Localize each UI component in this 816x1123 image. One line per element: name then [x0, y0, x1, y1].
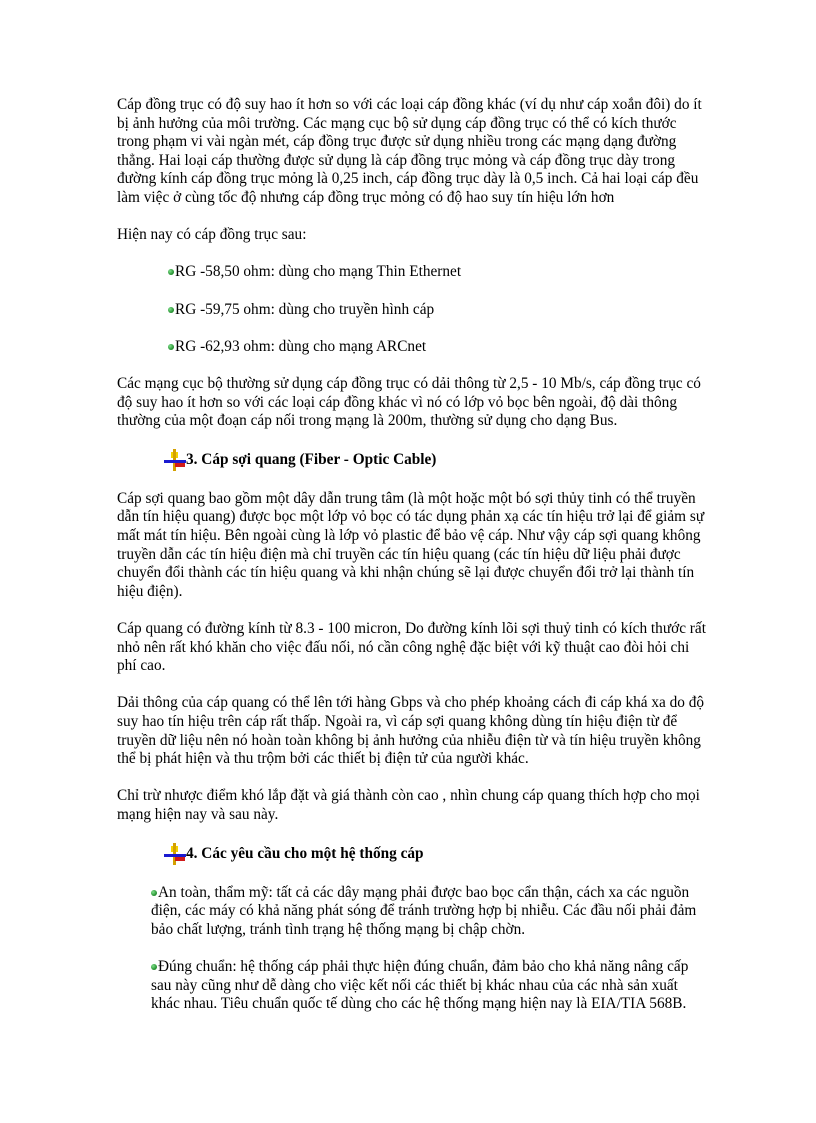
coax-list-item-text: RG -59,75 ohm: dùng cho truyền hình cáp	[175, 300, 435, 318]
coax-list-item	[168, 301, 709, 320]
cross-heading-icon	[164, 449, 186, 471]
coax-list-item-text: RG -62,93 ohm: dùng cho mạng ARCnet	[175, 337, 427, 355]
green-bullet-icon	[168, 307, 174, 313]
coax-types-lead: Hiện nay có cáp đồng trục sau:	[117, 226, 307, 244]
section-heading-text: 4. Các yêu cầu cho một hệ thống cáp	[186, 844, 424, 862]
requirement-item-safety	[151, 884, 709, 940]
fiber-bandwidth-paragraph: Dải thông của cáp quang có thể lên tới hàng Gbps và cho phép khoảng cách đi cáp khá xa do độ suy hao tín hiệu trên cáp rất thấp. Ngoài ra, vì cáp sợi quang không dùng tín hiệu điện từ để truyền dữ liệu nên nó hoàn toàn không bị ảnh hưởng của nhiễu điện từ và tín hiệu truyền không thể bị phát hiện và thu trộm bởi các thiết bị điện tử của người khác.	[117, 694, 705, 768]
cross-heading-icon	[164, 843, 186, 865]
requirement-text: Đúng chuẩn: hệ thống cáp phải thực hiện đúng chuẩn, đảm bảo cho khả năng nâng cấp sau này cũng như dễ dàng cho việc kết nối các thiết bị khác nhau của các nhà sản xuất khác nhau. Tiêu chuẩn quốc tế dùng cho các hệ thống mạng hiện nay là EIA/TIA 568B.	[151, 958, 689, 1013]
requirement-item-standard	[151, 958, 709, 1014]
requirement-text: An toàn, thẩm mỹ: tất cả các dây mạng phải được bao bọc cẩn thận, cách xa các nguồn điện, các máy có khả năng phát sóng để tránh trường hợp bị nhiễu. Các đầu nối phải đảm bảo chất lượng, tránh tình trạng hệ thống mạng bị chập chờn.	[151, 883, 697, 938]
coax-list-item	[168, 263, 709, 282]
green-bullet-icon	[168, 269, 174, 275]
fiber-conclusion-paragraph: Chỉ trừ nhược điểm khó lắp đặt và giá thành còn cao , nhìn chung cáp quang thích hợp cho mọi mạng hiện nay và sau này.	[117, 787, 700, 823]
green-bullet-icon	[151, 890, 157, 896]
green-bullet-icon	[168, 344, 174, 350]
coax-list-item-text: RG -58,50 ohm: dùng cho mạng Thin Ethernet	[175, 263, 462, 281]
section-heading-fiber	[164, 449, 709, 471]
coax-intro-paragraph: Cáp đồng trục có độ suy hao ít hơn so với các loại cáp đồng khác (ví dụ như cáp xoắn đôi) do ít bị ảnh hưởng của môi trường. Các mạng cục bộ sử dụng cáp đồng trục có thể có kích thước trong phạm vi vài ngàn mét, cáp đồng trục được sử dụng nhiều trong các mạng dạng đường thẳng. Hai loại cáp thường được sử dụng là cáp đồng trục mỏng và cáp đồng trục dày trong đường kính cáp đồng trục mỏng là 0,25 inch, cáp đồng trục dày là 0,5 inch. Cả hai loại cáp đều làm việc ở cùng tốc độ nhưng cáp đồng trục mỏng có độ hao suy tín hiệu lớn hơn	[117, 96, 702, 206]
section-heading-requirements	[164, 843, 709, 865]
fiber-structure-paragraph: Cáp sợi quang bao gồm một dây dẫn trung tâm (là một hoặc một bó sợi thủy tinh có thể truyền dẫn tín hiệu quang) được bọc một lớp vỏ bọc có tác dụng phản xạ các tín hiệu trở lại để giảm sự mất mát tín hiệu. Bên ngoài cùng là lớp vỏ plastic để bảo vệ cáp. Như vậy cáp sợi quang không truyền dẫn các tín hiệu điện mà chỉ truyền các tín hiệu quang (các tín hiệu dữ liệu phải được chuyển đổi thành các tín hiệu quang và khi nhận chúng sẽ lại được chuyển đổi trở lại thành tín hiệu điện).	[117, 489, 705, 600]
section-heading-text: 3. Cáp sợi quang (Fiber - Optic Cable)	[186, 450, 437, 468]
green-bullet-icon	[151, 964, 157, 970]
coax-bandwidth-paragraph: Các mạng cục bộ thường sử dụng cáp đồng trục có dải thông từ 2,5 - 10 Mb/s, cáp đồng trục có độ suy hao ít hơn so với các loại cáp đồng khác vì nó có lớp vỏ bọc bên ngoài, độ dài thông thường của một đoạn cáp nối trong mạng là 200m, thường sử dụng cho dạng Bus.	[117, 374, 701, 430]
coax-list-item	[168, 338, 709, 357]
fiber-diameter-paragraph: Cáp quang có đường kính từ 8.3 - 100 micron, Do đường kính lõi sợi thuỷ tinh có kích thước rất nhỏ nên rất khó khăn cho việc đấu nối, nó cần công nghệ đặc biệt với kỹ thuật cao đòi hỏi chi phí cao.	[117, 620, 706, 675]
document-page	[117, 96, 709, 1033]
